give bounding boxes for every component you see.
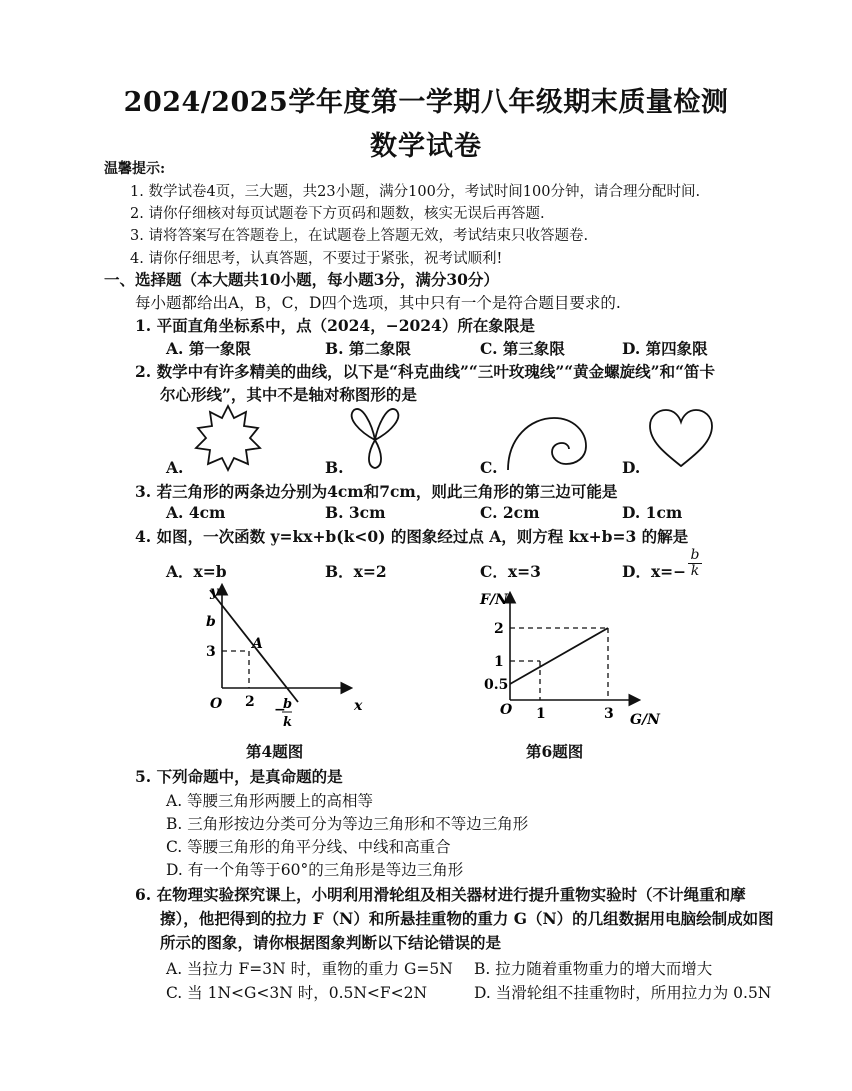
origin-label: O <box>210 696 223 712</box>
q5-option-a: A. 等腰三角形两腰上的高相等 <box>166 792 374 810</box>
q6-option-b: B. 拉力随着重物重力的增大而增大 <box>474 960 713 978</box>
q4-option-b: B．x=2 <box>325 562 387 581</box>
figure-4-caption: 第4题图 <box>246 742 304 761</box>
q4-option-d: D．x=− <box>622 562 687 581</box>
y-tick-3: 3 <box>206 644 216 660</box>
q6-option-c: C. 当 1N<G<3N 时，0.5N<F<2N <box>166 984 428 1002</box>
q5-option-d: D. 有一个角等于60°的三角形是等边三角形 <box>166 861 464 879</box>
tip-item: 4. 请你仔细思考，认真答题，不要过于紧张，祝考试顺利! <box>130 251 503 267</box>
g-tick-1: 1 <box>536 706 546 722</box>
question-5-stem: 5. 下列命题中，是真命题的是 <box>135 767 343 786</box>
x-axis-label: x <box>354 698 363 714</box>
point-a-label: A <box>252 636 263 652</box>
q2-option-b: B. <box>325 458 344 477</box>
tip-item: 2. 请你仔细核对每页试题卷下方页码和题数，核实无误后再答题. <box>130 206 545 222</box>
q2-option-a: A. <box>166 458 184 477</box>
q1-option-c: C. 第三象限 <box>480 339 565 358</box>
question-6-stem: 6. 在物理实验探究课上，小明利用滑轮组及相关器材进行提升重物实验时（不计绳重和摩 <box>135 885 746 904</box>
f-tick-2: 2 <box>494 621 504 637</box>
g-tick-3: 3 <box>604 706 614 722</box>
root-frac-num: b <box>283 697 293 712</box>
root-frac-den: k <box>283 715 293 730</box>
force-line <box>510 628 608 684</box>
question-1-stem: 1. 平面直角坐标系中，点（2024，−2024）所在象限是 <box>135 316 535 335</box>
question-4-stem: 4. 如图，一次函数 y=kx+b(k<0) 的图象经过点 A，则方程 kx+b=3 的解是 <box>135 527 689 546</box>
q3-option-c: C. 2cm <box>480 503 540 522</box>
q5-option-b: B. 三角形按边分类可分为等边三角形和不等边三角形 <box>166 815 529 833</box>
f-tick-1: 1 <box>494 654 504 670</box>
question-6-stem-cont: 擦），他把得到的拉力 F（N）和所悬挂重物的重力 G（N）的几组数据用电脑绘制成如图 <box>160 909 774 928</box>
origin-label: O <box>500 702 513 718</box>
q5-option-c: C. 等腰三角形的角平分线、中线和高重合 <box>166 838 451 856</box>
question-2-stem: 2. 数学中有许多精美的曲线，以下是“科克曲线”“三叶玫瑰线”“黄金螺旋线”和“笛卡 <box>135 362 715 381</box>
q2-option-d: D. <box>622 458 641 477</box>
section-instruction: 每小题都给出A，B，C，D四个选项，其中只有一个是符合题目要求的. <box>135 294 621 312</box>
intercept-b-label: b <box>206 614 216 630</box>
f-axis-label: F/N <box>480 592 508 608</box>
cardioid-heart-figure <box>646 408 716 470</box>
q3-option-b: B. 3cm <box>325 503 386 522</box>
section-heading: 一、选择题（本大题共10小题，每小题3分，满分30分） <box>104 270 499 289</box>
root-minus: − <box>274 702 286 718</box>
q4-option-d-fraction: b k <box>688 548 702 579</box>
tip-item: 3. 请将答案写在答题卷上，在试题卷上答题无效，考试结束只收答题卷. <box>130 228 589 244</box>
q1-option-d: D. 第四象限 <box>622 339 708 358</box>
q2-option-c: C. <box>480 458 498 477</box>
q3-option-a: A. 4cm <box>166 503 226 522</box>
tip-item: 1. 数学试卷4页，三大题，共23小题，满分100分，考试时间100分钟，请合理分配时间. <box>130 184 701 200</box>
exam-title: 2024/2025学年度第一学期八年级期末质量检测 <box>123 87 729 118</box>
figure-4-graph <box>190 582 370 740</box>
q6-option-d: D. 当滑轮组不挂重物时，所用拉力为 0.5N <box>474 984 772 1002</box>
q4-option-c: C．x=3 <box>480 562 541 581</box>
question-2-stem-cont: 尔心形线”，其中不是轴对称图形的是 <box>160 385 417 404</box>
figure-6-caption: 第6题图 <box>526 742 584 761</box>
q1-option-a: A. 第一象限 <box>166 339 251 358</box>
q1-option-b: B. 第二象限 <box>325 339 411 358</box>
q6-option-a: A. 当拉力 F=3N 时，重物的重力 G=5N <box>166 960 453 978</box>
exam-subtitle: 数学试卷 <box>370 131 482 162</box>
g-axis-label: G/N <box>630 712 660 728</box>
three-leaf-rose-figure <box>340 402 410 472</box>
x-tick-2: 2 <box>245 694 255 710</box>
tips-heading: 温馨提示: <box>104 161 166 177</box>
koch-snowflake-figure <box>188 402 268 472</box>
golden-spiral-figure <box>500 412 590 472</box>
question-6-stem-cont: 所示的图象，请你根据图象判断以下结论错误的是 <box>160 933 502 952</box>
q3-option-d: D. 1cm <box>622 503 683 522</box>
q4-option-a: A．x=b <box>166 562 227 581</box>
question-3-stem: 3. 若三角形的两条边分别为4cm和7cm，则此三角形的第三边可能是 <box>135 482 618 501</box>
figure-6-graph <box>478 588 668 728</box>
f-tick-0-5: 0.5 <box>484 677 509 693</box>
y-axis-label: y <box>210 584 219 600</box>
